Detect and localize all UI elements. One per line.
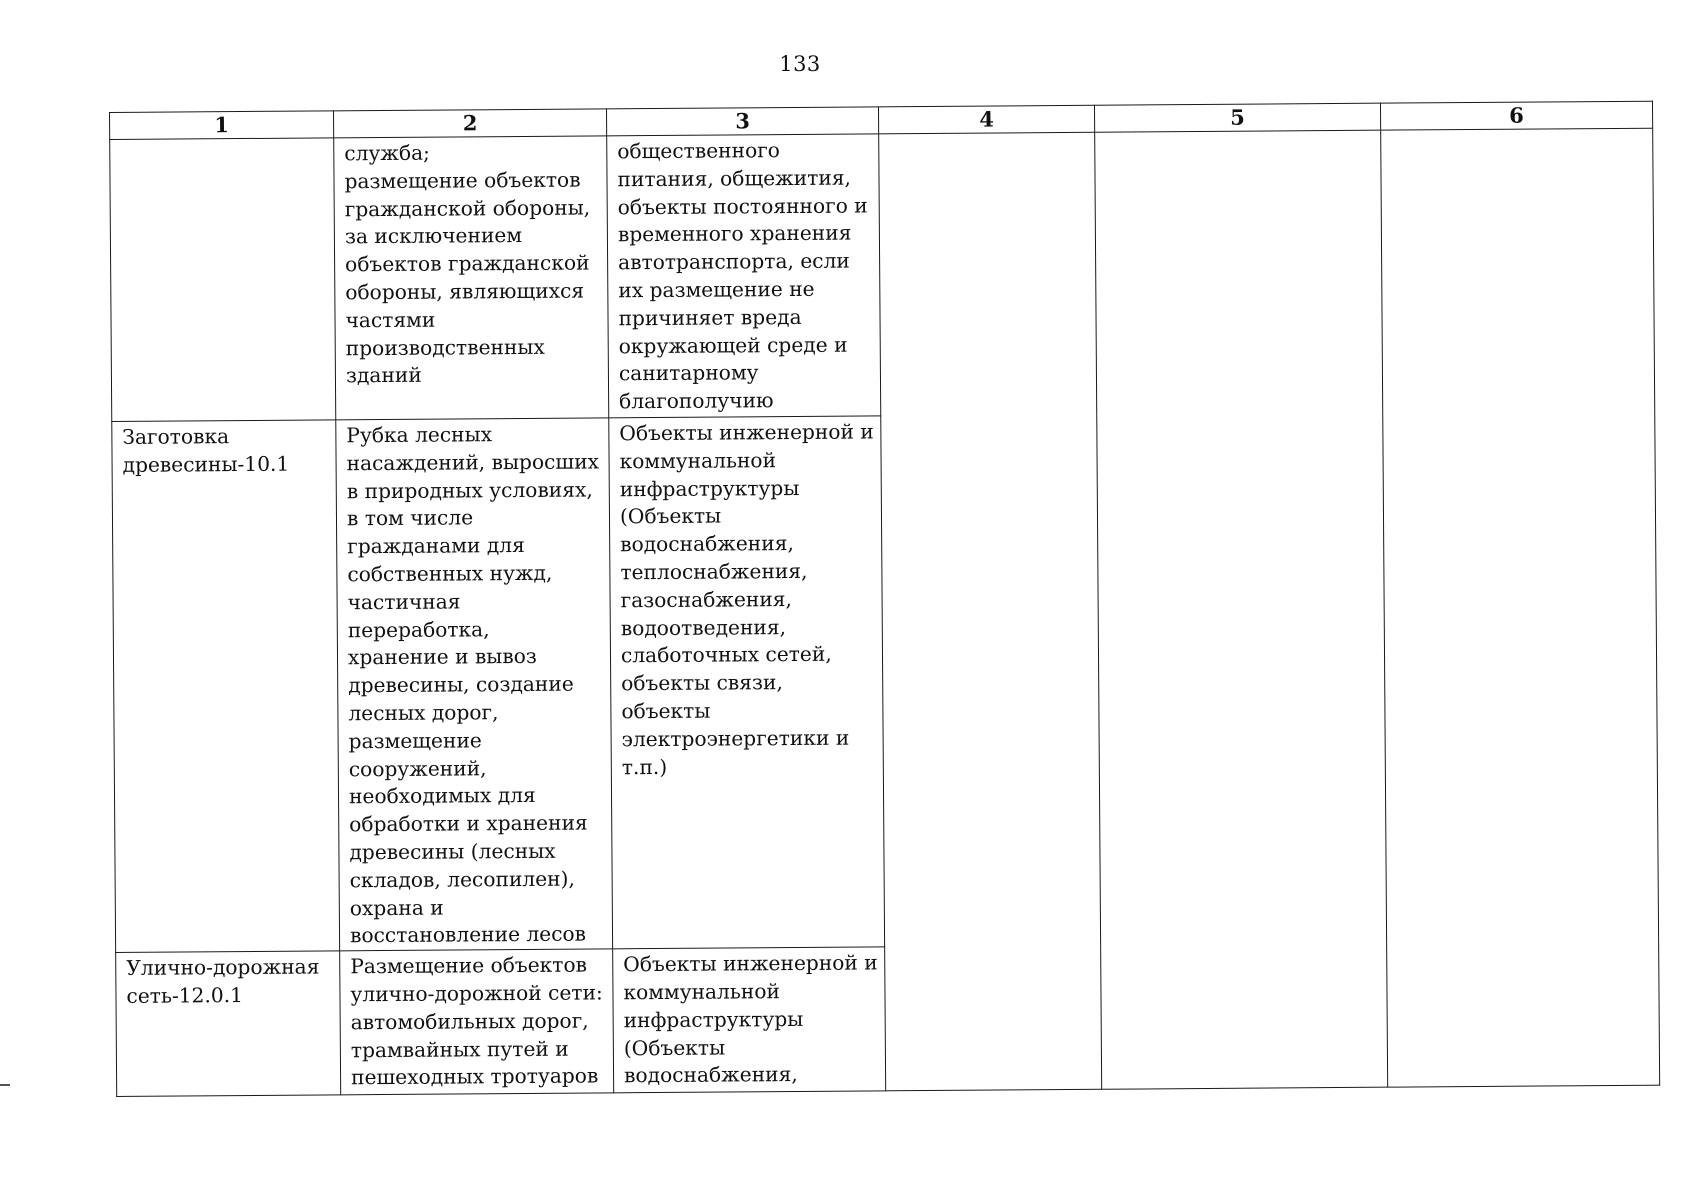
- table-cell-column-4: [879, 132, 1102, 1091]
- table-cell-description: Рубка лесных насаждений, выросших в природных условиях, в том числе гражданами для собственных нужд, частичная переработка, хранение и вывоз древесины, создание лесных дорог, размещение сооружений, необходимых для обработки и хранения древесины (лесных складов, лесопилен), охрана и восстановление лесов: [336, 418, 613, 951]
- table-cell-auxiliary-uses: общественного питания, общежития, объекты постоянного и временного хранения автотранспорта, если их размещение не причиняет вреда окружающей среде и санитарному благополучию: [607, 134, 881, 418]
- table-cell-auxiliary-uses: Объекты инженерной и коммунальной инфраструктуры (Объекты водоснабжения, теплоснабжения, газоснабжения, водоотведения, слаботочных сетей, объекты связи, объекты электроэнергетики и т.п.): [609, 416, 885, 949]
- table-cell-use-type: [110, 138, 336, 422]
- scan-margin-mark: [0, 1084, 10, 1086]
- table-cell-use-type: Улично-дорожная сеть-12.0.1: [116, 951, 341, 1097]
- column-header-1: 1: [110, 111, 334, 140]
- column-header-5: 5: [1094, 103, 1380, 132]
- column-header-2: 2: [333, 109, 606, 138]
- column-header-4: 4: [878, 105, 1094, 134]
- page-number: 133: [779, 52, 821, 76]
- table-row: [110, 128, 1655, 421]
- zoning-table: [109, 101, 1660, 1097]
- table-cell-auxiliary-uses: Объекты инженерной и коммунальной инфраструктуры (Объекты водоснабжения,: [613, 947, 886, 1093]
- table-cell-use-type: Заготовка древесины-10.1: [112, 420, 340, 953]
- table-cell-column-6: [1381, 128, 1660, 1087]
- column-header-6: 6: [1380, 101, 1652, 130]
- column-header-3: 3: [606, 107, 878, 136]
- table-cell-description: Размещение объектов улично-дорожной сети: автомобильных дорог, трамвайных путей и пешеходных тротуаров: [340, 949, 614, 1095]
- table-cell-description: служба; размещение объектов гражданской обороны, за исключением объектов гражданской обороны, являющихся частями производственных зданий: [334, 136, 609, 420]
- table-cell-column-5: [1095, 130, 1388, 1089]
